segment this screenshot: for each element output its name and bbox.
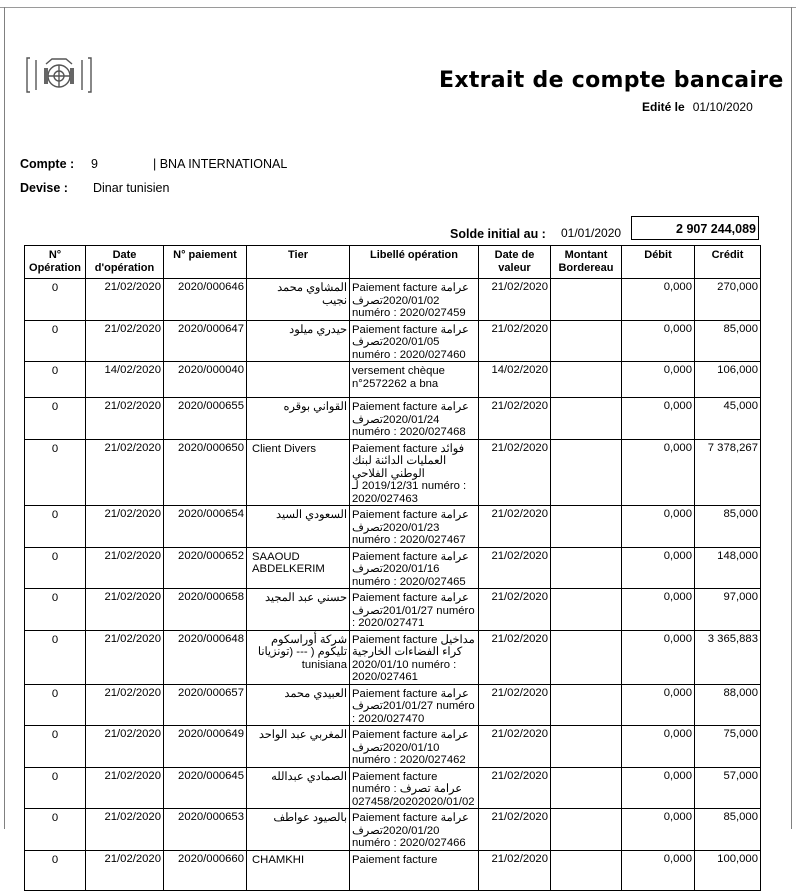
table-row [25, 726, 761, 768]
cell-num-paiement: 2020/000645 [164, 767, 247, 809]
cell-montant-bordereau [551, 726, 622, 768]
cell-montant-bordereau [551, 320, 622, 362]
document-title: Extrait de compte bancaire [439, 68, 784, 93]
cell-date-operation: 21/02/2020 [86, 767, 164, 809]
cell-num-operation: 0 [25, 398, 86, 440]
cell-date-valeur: 21/02/2020 [479, 320, 551, 362]
header-date-valeur: Date de valeur [479, 246, 551, 279]
cell-tier: SAAOUD ABDELKERIM [247, 547, 350, 589]
cell-credit: 7 378,267 [695, 439, 761, 506]
cell-date-valeur: 14/02/2020 [479, 362, 551, 398]
table-row [25, 320, 761, 362]
cell-num-operation: 0 [25, 630, 86, 684]
header-montant-bordereau: Montant Bordereau [551, 246, 622, 279]
cell-credit: 88,000 [695, 684, 761, 726]
cell-num-operation: 0 [25, 684, 86, 726]
cell-credit: 85,000 [695, 320, 761, 362]
cell-debit: 0,000 [622, 684, 695, 726]
cell-num-operation: 0 [25, 726, 86, 768]
cell-montant-bordereau [551, 398, 622, 440]
cell-libelle: Paiement facture عرامة 201/01/27تصرف numéro : 2020/027470 [350, 684, 479, 726]
cell-tier: القواني بوقره [247, 398, 350, 440]
cell-libelle: Paiement facture مداخيل كراء الفضاءات الخارجية 2020/01/10 numéro : 2020/027461 [350, 630, 479, 684]
cell-num-operation: 0 [25, 767, 86, 809]
cell-credit: 100,000 [695, 850, 761, 890]
cell-date-valeur: 21/02/2020 [479, 726, 551, 768]
devise-value: Dinar tunisien [93, 181, 170, 195]
cell-credit: 106,000 [695, 362, 761, 398]
cell-debit: 0,000 [622, 506, 695, 548]
cell-libelle: Paiement facture عرامة 2020/01/24تصرف numéro : 2020/027468 [350, 398, 479, 440]
header-tier: Tier [247, 246, 350, 279]
cell-credit: 3 365,883 [695, 630, 761, 684]
cell-credit: 57,000 [695, 767, 761, 809]
cell-libelle: Paiement facture عرامة 2020/01/16تصرف numéro : 2020/027465 [350, 547, 479, 589]
devise-label: Devise : [20, 181, 68, 195]
compte-label: Compte : [20, 157, 75, 171]
cell-date-valeur: 21/02/2020 [479, 547, 551, 589]
cell-num-operation: 0 [25, 279, 86, 321]
edited-label: Edité le [642, 100, 685, 114]
cell-montant-bordereau [551, 809, 622, 851]
table-row [25, 398, 761, 440]
cell-debit: 0,000 [622, 809, 695, 851]
cell-date-operation: 21/02/2020 [86, 439, 164, 506]
cell-libelle: Paiement facture عرامة 2020/01/10تصرف numéro : 2020/027462 [350, 726, 479, 768]
table-row [25, 547, 761, 589]
cell-date-valeur: 21/02/2020 [479, 279, 551, 321]
cell-montant-bordereau [551, 630, 622, 684]
cell-num-operation: 0 [25, 547, 86, 589]
cell-num-paiement: 2020/000660 [164, 850, 247, 890]
cell-credit: 85,000 [695, 809, 761, 851]
header-num-paiement: N° paiement [164, 246, 247, 279]
cell-credit: 75,000 [695, 726, 761, 768]
cell-num-paiement: 2020/000655 [164, 398, 247, 440]
cell-tier: شركة أوراسكوم تليكوم ( --- (تونزيانا tunisiana [247, 630, 350, 684]
cell-date-valeur: 21/02/2020 [479, 767, 551, 809]
cell-date-valeur: 21/02/2020 [479, 506, 551, 548]
cell-tier: المشاوي محمد نجيب [247, 279, 350, 321]
cell-date-operation: 21/02/2020 [86, 809, 164, 851]
cell-debit: 0,000 [622, 320, 695, 362]
cell-num-paiement: 2020/000650 [164, 439, 247, 506]
cell-num-paiement: 2020/000040 [164, 362, 247, 398]
cell-debit: 0,000 [622, 547, 695, 589]
table-row [25, 506, 761, 548]
cell-debit: 0,000 [622, 767, 695, 809]
cell-montant-bordereau [551, 684, 622, 726]
cell-num-paiement: 2020/000652 [164, 547, 247, 589]
compte-number: 9 [91, 157, 98, 171]
table-row [25, 809, 761, 851]
bank-name: | BNA INTERNATIONAL [153, 157, 288, 171]
cell-libelle: Paiement facture عرامة 2020/01/02تصرف numéro : 2020/027459 [350, 279, 479, 321]
cell-debit: 0,000 [622, 439, 695, 506]
cell-date-operation: 21/02/2020 [86, 684, 164, 726]
table-row [25, 630, 761, 684]
table-header-row [25, 246, 761, 279]
currency-line [20, 181, 170, 195]
cell-num-operation: 0 [25, 850, 86, 890]
table-row [25, 362, 761, 398]
cell-montant-bordereau [551, 279, 622, 321]
cell-tier: المغربي عبد الواحد [247, 726, 350, 768]
cell-date-valeur: 21/02/2020 [479, 850, 551, 890]
cell-date-operation: 21/02/2020 [86, 398, 164, 440]
cell-libelle: Paiement facture عرامة 2020/01/20تصرف numéro : 2020/027466 [350, 809, 479, 851]
cell-date-valeur: 21/02/2020 [479, 398, 551, 440]
account-line [20, 157, 288, 171]
operations-table [24, 245, 761, 891]
cell-date-valeur: 21/02/2020 [479, 439, 551, 506]
cell-num-paiement: 2020/000654 [164, 506, 247, 548]
cell-num-operation: 0 [25, 439, 86, 506]
cell-num-operation: 0 [25, 362, 86, 398]
cell-debit: 0,000 [622, 630, 695, 684]
cell-date-valeur: 21/02/2020 [479, 589, 551, 631]
cell-libelle: Paiement facture عرامة 201/01/27تصرف numéro : 2020/027471 [350, 589, 479, 631]
cell-tier: الصمادي عبدالله [247, 767, 350, 809]
opening-balance-label: Solde initial au : [450, 227, 546, 241]
page-right-edge [791, 7, 792, 829]
cell-credit: 97,000 [695, 589, 761, 631]
cell-debit: 0,000 [622, 362, 695, 398]
cell-montant-bordereau [551, 547, 622, 589]
table-row [25, 767, 761, 809]
cell-montant-bordereau [551, 506, 622, 548]
cell-num-paiement: 2020/000648 [164, 630, 247, 684]
cell-num-paiement: 2020/000649 [164, 726, 247, 768]
cell-libelle: Paiement facture [350, 850, 479, 890]
cell-num-paiement: 2020/000647 [164, 320, 247, 362]
cell-num-paiement: 2020/000646 [164, 279, 247, 321]
cell-date-operation: 14/02/2020 [86, 362, 164, 398]
cell-debit: 0,000 [622, 589, 695, 631]
cell-date-operation: 21/02/2020 [86, 850, 164, 890]
cell-credit: 270,000 [695, 279, 761, 321]
cell-libelle: Paiement facture فوائد العمليات الدائنة لبنك الوطني الفلاحي 2019/12/31 لـ numéro : 2020/027463 [350, 439, 479, 506]
cell-tier [247, 362, 350, 398]
edited-date [642, 100, 753, 114]
cell-date-operation: 21/02/2020 [86, 279, 164, 321]
cell-debit: 0,000 [622, 850, 695, 890]
cell-date-operation: 21/02/2020 [86, 506, 164, 548]
cell-num-paiement: 2020/000658 [164, 589, 247, 631]
header-debit: Débit [622, 246, 695, 279]
cell-montant-bordereau [551, 439, 622, 506]
header-libelle: Libellé opération [350, 246, 479, 279]
edited-value: 01/10/2020 [692, 100, 753, 114]
cell-num-operation: 0 [25, 506, 86, 548]
cell-montant-bordereau [551, 589, 622, 631]
cell-tier: العبيدي محمد [247, 684, 350, 726]
cell-credit: 45,000 [695, 398, 761, 440]
cell-libelle: Paiement facture numéro عرامة تصرف : 027458/20202020/01/02 [350, 767, 479, 809]
cell-libelle: Paiement facture عرامة 2020/01/05تصرف numéro : 2020/027460 [350, 320, 479, 362]
table-row [25, 850, 761, 890]
cell-num-paiement: 2020/000653 [164, 809, 247, 851]
cell-num-operation: 0 [25, 809, 86, 851]
cell-libelle: versement chèque n°2572262 a bna [350, 362, 479, 398]
cell-date-valeur: 21/02/2020 [479, 630, 551, 684]
cell-debit: 0,000 [622, 279, 695, 321]
cell-montant-bordereau [551, 850, 622, 890]
cell-credit: 148,000 [695, 547, 761, 589]
cell-debit: 0,000 [622, 726, 695, 768]
cell-tier: CHAMKHI [247, 850, 350, 890]
cell-date-operation: 21/02/2020 [86, 320, 164, 362]
cell-montant-bordereau [551, 767, 622, 809]
table-row [25, 439, 761, 506]
table-row [25, 684, 761, 726]
cell-date-operation: 21/02/2020 [86, 630, 164, 684]
cell-tier: حيدري ميلود [247, 320, 350, 362]
header-num-operation: N° Opération [25, 246, 86, 279]
cell-date-operation: 21/02/2020 [86, 726, 164, 768]
cell-tier: السعودي السيد [247, 506, 350, 548]
cell-libelle: Paiement facture عرامة 2020/01/23تصرف numéro : 2020/027467 [350, 506, 479, 548]
header-credit: Crédit [695, 246, 761, 279]
cell-num-paiement: 2020/000657 [164, 684, 247, 726]
cell-num-operation: 0 [25, 320, 86, 362]
cell-date-operation: 21/02/2020 [86, 589, 164, 631]
cell-num-operation: 0 [25, 589, 86, 631]
cell-date-operation: 21/02/2020 [86, 547, 164, 589]
opening-balance-date: 01/01/2020 [561, 226, 622, 240]
cell-date-valeur: 21/02/2020 [479, 684, 551, 726]
table-row [25, 589, 761, 631]
cell-credit: 85,000 [695, 506, 761, 548]
table-row [25, 279, 761, 321]
cell-tier: حسني عبد المجيد [247, 589, 350, 631]
cell-tier: بالصيود عواطف [247, 809, 350, 851]
header-date-operation: Date d'opération [86, 246, 164, 279]
cell-debit: 0,000 [622, 398, 695, 440]
cell-montant-bordereau [551, 362, 622, 398]
cell-date-valeur: 21/02/2020 [479, 809, 551, 851]
opening-balance-amount: 2 907 244,089 [631, 216, 759, 240]
cell-tier: Client Divers [247, 439, 350, 506]
